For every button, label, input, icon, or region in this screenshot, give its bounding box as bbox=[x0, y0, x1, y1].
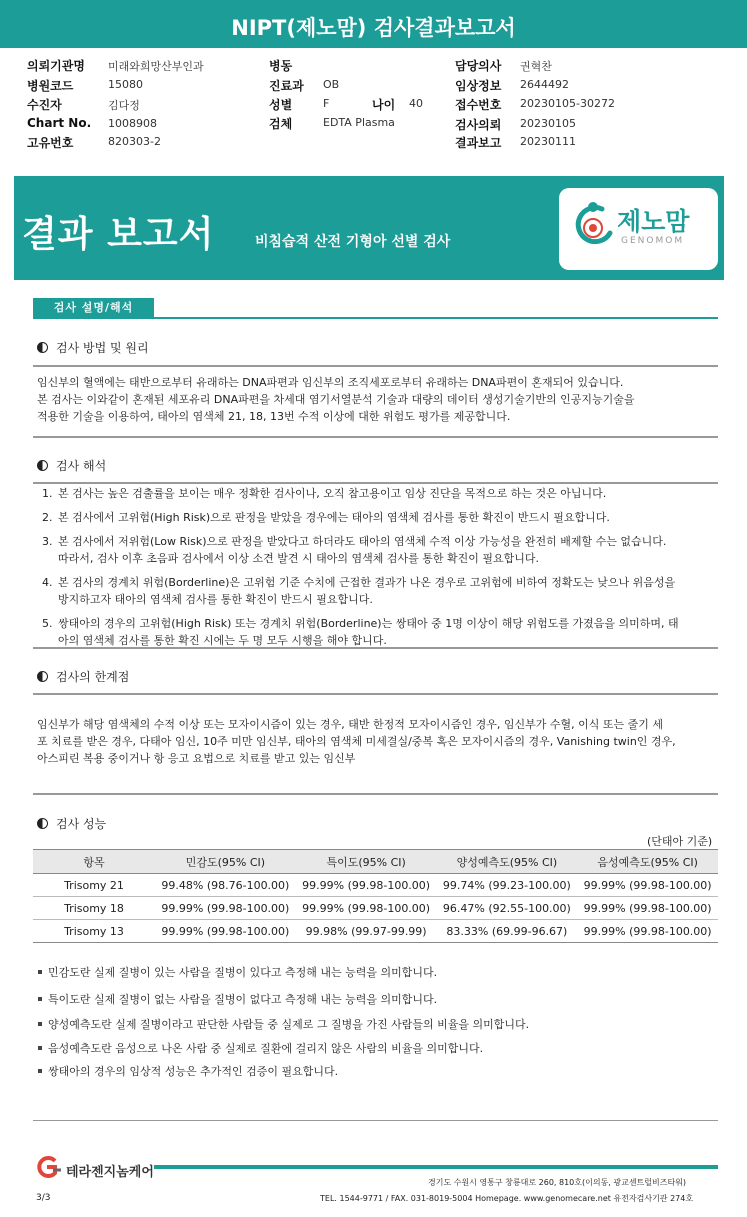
logo-name: 제노맘 bbox=[617, 207, 690, 236]
bullet-icon bbox=[38, 970, 42, 974]
institution-label: 의뢰기관명 bbox=[27, 59, 85, 73]
banner-subtitle: 비침습적 산전 기형아 선별 검사 bbox=[255, 234, 451, 250]
bullet-icon bbox=[38, 1022, 42, 1026]
list-item bbox=[42, 533, 718, 567]
specimen-value: EDTA Plasma bbox=[323, 116, 395, 129]
interpretation-list bbox=[42, 485, 718, 656]
limits-heading-text: 검사의 한계점 bbox=[56, 670, 130, 684]
company-name: 테라젠지놈케어 bbox=[66, 1165, 154, 1180]
interpretation-heading-text: 검사 해석 bbox=[56, 459, 107, 473]
half-circle-icon bbox=[37, 342, 48, 353]
report-title: NIPT(제노맘) 검사결과보고서 bbox=[231, 16, 516, 40]
method-line: 본 검사는 이와같이 혼재된 세포유리 DNA파편을 차세대 염기서열분석 기술과 대량의 데이터 생성기술기반의 인공지능기술을 bbox=[37, 393, 635, 406]
sex-value: F bbox=[323, 97, 330, 110]
company-logo-icon bbox=[33, 1156, 63, 1178]
item-number: 4. bbox=[42, 576, 53, 589]
method-heading bbox=[37, 339, 149, 356]
note-item bbox=[38, 964, 437, 980]
column-header: 항목 bbox=[33, 850, 155, 874]
report-label: 결과보고 bbox=[455, 136, 502, 150]
table-header-row bbox=[33, 850, 718, 874]
item-line: 본 검사에서 고위험(High Risk)으로 판정을 받았을 경우에는 태아의 염색체 검사를 통한 확진이 반드시 필요합니다. bbox=[58, 511, 610, 524]
bullet-icon bbox=[38, 1069, 42, 1073]
item-line: 따라서, 검사 이후 초음파 검사에서 이상 소견 발견 시 태아의 염색체 검사를 통한 확진이 필요합니다. bbox=[58, 552, 539, 565]
method-paragraph bbox=[37, 374, 717, 425]
performance-heading bbox=[37, 815, 106, 832]
table-cell: 99.48% (98.76-100.00) bbox=[155, 874, 296, 897]
note-text: 민감도란 실제 질병이 있는 사람을 질병이 있다고 측정해 내는 능력을 의미합니다. bbox=[48, 966, 438, 979]
limits-heading bbox=[37, 668, 129, 685]
performance-table bbox=[33, 849, 718, 943]
company-address: 경기도 수원시 영통구 창룡대로 260, 810호(이의동, 광교센트럴비즈타워) bbox=[428, 1178, 687, 1187]
company-contact: TEL. 1544-9771 / FAX. 031-8019-5004 Homepage. www.genomecare.net 유전자검사기관 274호 bbox=[320, 1194, 694, 1203]
table-row bbox=[33, 897, 718, 920]
table-row bbox=[33, 920, 718, 943]
divider bbox=[33, 647, 718, 649]
divider bbox=[33, 793, 718, 795]
section-tab-underline bbox=[33, 317, 718, 319]
doctor-label: 담당의사 bbox=[455, 59, 502, 73]
ward-label: 병동 bbox=[269, 59, 293, 73]
table-cell: 99.99% (99.98-100.00) bbox=[577, 920, 718, 943]
bullet-icon bbox=[38, 997, 42, 1001]
method-line: 임신부의 혈액에는 태반으로부터 유래하는 DNA파편과 임신부의 조직세포로부터 유래하는 DNA파편이 혼재되어 있습니다. bbox=[37, 376, 624, 389]
report-date-value: 20230111 bbox=[520, 135, 576, 148]
divider bbox=[33, 693, 718, 695]
item-number: 5. bbox=[42, 617, 53, 630]
hospital-code-value: 15080 bbox=[108, 78, 143, 91]
note-item bbox=[38, 1063, 338, 1079]
request-label: 검사의뢰 bbox=[455, 118, 502, 132]
divider bbox=[33, 365, 718, 367]
note-text: 양성예측도란 실제 질병이라고 판단한 사람들 중 실제로 그 질병을 가진 사람들의 비율을 의미합니다. bbox=[48, 1018, 530, 1031]
method-line: 적용한 기술을 이용하여, 태아의 염색체 21, 18, 13번 수적 이상에 대한 위험도 평가를 제공합니다. bbox=[37, 410, 511, 423]
item-number: 1. bbox=[42, 487, 53, 500]
divider bbox=[33, 482, 718, 484]
limits-paragraph bbox=[37, 716, 718, 767]
item-line: 본 검사는 높은 검출률을 보이는 매우 정확한 검사이나, 오직 참고용이고 임상 진단을 목적으로 하는 것은 아닙니다. bbox=[58, 487, 607, 500]
hospital-code-label: 병원코드 bbox=[27, 79, 74, 93]
item-line: 아의 염색체 검사를 통한 확진 시에는 두 명 모두 시행을 해야 합니다. bbox=[58, 634, 387, 647]
table-cell: Trisomy 13 bbox=[33, 920, 155, 943]
table-cell: Trisomy 18 bbox=[33, 897, 155, 920]
table-cell: 99.98% (99.97-99.99) bbox=[296, 920, 437, 943]
logo-subtext: GENOMOM bbox=[621, 236, 685, 246]
divider bbox=[33, 1120, 718, 1121]
table-cell: 99.99% (99.98-100.00) bbox=[296, 874, 437, 897]
request-date-value: 20230105 bbox=[520, 117, 576, 130]
table-cell: 99.99% (99.98-100.00) bbox=[577, 874, 718, 897]
table-row bbox=[33, 874, 718, 897]
item-line: 본 검사에서 저위험(Low Risk)으로 판정을 받았다고 하더라도 태아의 염색체 수적 이상 가능성을 완전히 배제할 수는 없습니다. bbox=[58, 535, 667, 548]
interpretation-heading bbox=[37, 457, 106, 474]
dept-value: OB bbox=[323, 78, 340, 91]
institution-value: 미래와희망산부인과 bbox=[108, 60, 204, 73]
chart-no-label: Chart No. bbox=[27, 116, 92, 130]
method-heading-text: 검사 방법 및 원리 bbox=[56, 341, 149, 355]
table-cell: 99.99% (99.98-100.00) bbox=[155, 897, 296, 920]
column-header: 민감도(95% CI) bbox=[155, 850, 296, 874]
half-circle-icon bbox=[37, 671, 48, 682]
item-number: 3. bbox=[42, 535, 53, 548]
list-item bbox=[42, 485, 718, 502]
bullet-icon bbox=[38, 1046, 42, 1050]
list-item bbox=[42, 574, 718, 608]
list-item bbox=[42, 615, 718, 649]
dept-label: 진료과 bbox=[269, 79, 304, 93]
table-cell: Trisomy 21 bbox=[33, 874, 155, 897]
half-circle-icon bbox=[37, 460, 48, 471]
page-number: 3/3 bbox=[36, 1193, 51, 1203]
recipient-label: 수진자 bbox=[27, 98, 62, 112]
item-line: 쌍태아의 경우의 고위험(High Risk) 또는 경계치 위험(Borderline)는 쌍태아 중 1명 이상이 해당 위험도를 가졌음을 의미하며, 태 bbox=[58, 617, 679, 630]
table-cell: 99.99% (99.98-100.00) bbox=[155, 920, 296, 943]
table-cell: 83.33% (69.99-96.67) bbox=[437, 920, 578, 943]
note-text: 쌍태아의 경우의 임상적 성능은 추가적인 검증이 필요합니다. bbox=[48, 1065, 339, 1078]
report-title-bar bbox=[0, 0, 747, 48]
table-cell: 99.99% (99.98-100.00) bbox=[296, 897, 437, 920]
limits-line: 임신부가 해당 염색체의 수적 이상 또는 모자이시즘이 있는 경우, 태반 한정적 모자이시즘인 경우, 임신부가 수혈, 이식 또는 줄기 세 bbox=[37, 718, 663, 731]
chart-no-value: 1008908 bbox=[108, 117, 157, 130]
doctor-value: 권혁찬 bbox=[520, 60, 552, 73]
half-circle-icon bbox=[37, 818, 48, 829]
performance-heading-text: 검사 성능 bbox=[56, 817, 107, 831]
unique-no-value: 820303-2 bbox=[108, 135, 161, 148]
divider bbox=[33, 436, 718, 438]
item-line: 본 검사의 경계치 위험(Borderline)은 고위험 기준 수치에 근접한 결과가 나온 경우로 고위험에 비하여 정확도는 낮으나 위음성을 bbox=[58, 576, 676, 589]
note-text: 특이도란 실제 질병이 없는 사람을 질병이 없다고 측정해 내는 능력을 의미합니다. bbox=[48, 993, 438, 1006]
genomom-logo-icon bbox=[572, 199, 616, 251]
limits-line: 포 치료를 받은 경우, 다태아 임신, 10주 미만 임신부, 태아의 염색체 미세결실/중복 혹은 모자이시즘의 경우, Vanishing twin인 경우, bbox=[37, 735, 676, 748]
section-tab: 검사 설명/해석 bbox=[33, 298, 154, 317]
limits-line: 아스피린 복용 중이거나 항 응고 요법으로 치료를 받고 있는 임신부 bbox=[37, 752, 356, 765]
unit-note: (단태아 기준) bbox=[647, 835, 713, 848]
age-label: 나이 bbox=[372, 98, 396, 112]
sex-label: 성별 bbox=[269, 98, 293, 112]
column-header: 특이도(95% CI) bbox=[296, 850, 437, 874]
item-number: 2. bbox=[42, 511, 53, 524]
specimen-label: 검체 bbox=[269, 117, 293, 131]
table-cell: 99.74% (99.23-100.00) bbox=[437, 874, 578, 897]
banner-title: 결과 보고서 bbox=[22, 214, 215, 255]
note-item bbox=[38, 1040, 483, 1056]
footer-accent-bar bbox=[154, 1165, 718, 1169]
unique-no-label: 고유번호 bbox=[27, 136, 74, 150]
clinical-value: 2644492 bbox=[520, 78, 569, 91]
list-item bbox=[42, 509, 718, 526]
receipt-label: 접수번호 bbox=[455, 98, 502, 112]
note-text: 음성예측도란 음성으로 나온 사람 중 실제로 질환에 걸리지 않은 사람의 비율을 의미합니다. bbox=[48, 1042, 484, 1055]
age-value: 40 bbox=[409, 97, 423, 110]
clinical-label: 임상정보 bbox=[455, 79, 502, 93]
column-header: 음성예측도(95% CI) bbox=[577, 850, 718, 874]
column-header: 양성예측도(95% CI) bbox=[437, 850, 578, 874]
item-line: 방지하고자 태아의 염색체 검사를 통한 확진이 반드시 필요합니다. bbox=[58, 593, 373, 606]
note-item bbox=[38, 1016, 529, 1032]
note-item bbox=[38, 991, 437, 1007]
recipient-value: 김다정 bbox=[108, 99, 140, 112]
receipt-value: 20230105-30272 bbox=[520, 97, 615, 110]
table-cell: 99.99% (99.98-100.00) bbox=[577, 897, 718, 920]
table-cell: 96.47% (92.55-100.00) bbox=[437, 897, 578, 920]
